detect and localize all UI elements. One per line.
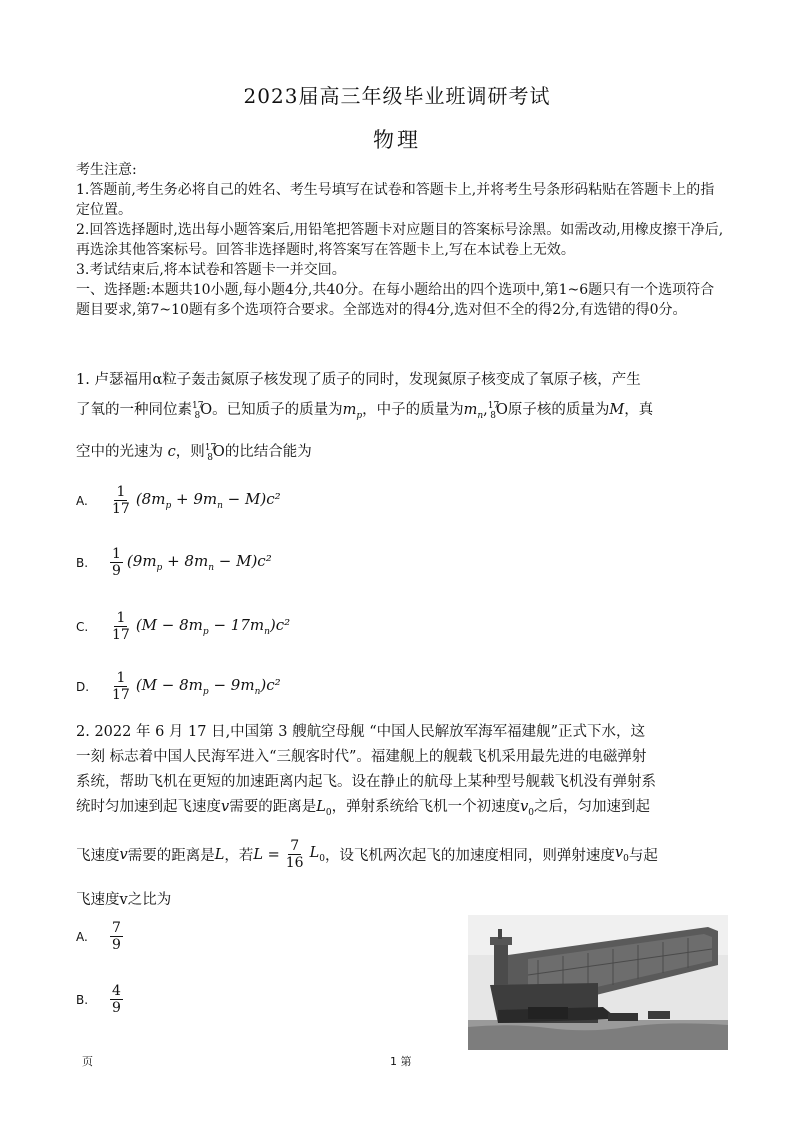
q1-text: 了氧的一种同位素 bbox=[76, 402, 192, 418]
q1-text: ，真 bbox=[624, 402, 654, 418]
light-speed-symbol: c bbox=[167, 444, 176, 460]
neutron-mass-symbol: $m_n$ bbox=[463, 402, 484, 421]
proton-mass-symbol: $m_p$ bbox=[342, 402, 363, 421]
section-instructions: 一、选择题:本题共10小题,每小题4分,共40分。在每小题给出的四个选项中,第1~6题只有一个选项符合题目要求,第7~10题有多个选项符合要求。全部选对的得4分,选对但不全的得2分,有选错的得0分。 bbox=[76, 282, 715, 318]
option-expression: $(8m_p + 9m_n - M)c^2$ bbox=[135, 490, 281, 511]
q2-line6: 飞速度v之比为 bbox=[76, 892, 172, 908]
fraction-denominator: 17 bbox=[112, 501, 130, 517]
q1-text: 。已知质子的质量为 bbox=[212, 402, 343, 418]
distance-l0-symbol: $L_0$ bbox=[309, 845, 325, 864]
note-item: 3.考试结束后,将本试卷和答题卡一并交回。 bbox=[76, 262, 346, 278]
option-label: C. bbox=[76, 619, 89, 634]
q2-option-a[interactable] bbox=[76, 920, 127, 953]
fraction-numerator: 1 bbox=[116, 484, 126, 500]
fraction-denominator: 17 bbox=[112, 687, 130, 703]
note-item: 2.回答选择题时,选出每小题答案后,用铅笔把答题卡对应题目的答案标号涂黑。如需改动,用橡皮擦干净后,再选涂其他答案标号。回答非选择题时,将答案写在答题卡上,写在本试卷上无效。 bbox=[76, 222, 724, 258]
q2-text: 需要的距离是 bbox=[127, 848, 215, 864]
subject-title: 物理 bbox=[373, 128, 421, 152]
option-label: A. bbox=[76, 929, 88, 944]
nucleus-mass-symbol: M bbox=[609, 402, 625, 418]
q2-text: ，弹射系统给飞机一个初速度 bbox=[331, 799, 521, 815]
fraction-denominator: 9 bbox=[112, 563, 121, 579]
isotope-symbol: $^{17}_8$O bbox=[204, 443, 225, 463]
q2-text: 统时匀加速到起飞速度 bbox=[76, 799, 221, 815]
q1-line2: 了氧的一种同位素$^{17}_8$O。已知质子的质量为$m_p$，中子的质量为$m_n,^{17}_8O$原子核的质量为M，真 bbox=[76, 401, 654, 421]
fraction-numerator: 1 bbox=[116, 670, 126, 686]
coefficient-fraction bbox=[110, 546, 123, 579]
q2-text: 需要的距离是 bbox=[229, 799, 317, 815]
option-expression: $(M - 8m_p - 9m_n)c^2$ bbox=[135, 676, 281, 697]
q1-text: 原子核的质量为 bbox=[507, 402, 610, 418]
distance-l-symbol: L bbox=[214, 846, 225, 863]
q1-option-a[interactable] bbox=[76, 484, 281, 517]
coefficient-fraction bbox=[110, 610, 132, 643]
exam-title: 2023届高三年级毕业班调研考试 bbox=[243, 84, 551, 108]
fraction-denominator: 9 bbox=[112, 1000, 121, 1016]
q1-option-b[interactable] bbox=[76, 546, 272, 579]
q2-line2: 一刻 标志着中国人民海军进入“三舰客时代”。福建舰上的舰载飞机采用最先进的电磁弹射 bbox=[76, 749, 647, 765]
q1-text: ，则 bbox=[175, 444, 205, 460]
q1-line3 bbox=[76, 440, 731, 463]
ratio-fraction: $\frac{7}{16}$ bbox=[285, 838, 304, 871]
coefficient-fraction bbox=[110, 484, 132, 517]
option-expression: $(9m_p + 8m_n - M)c^2$ bbox=[126, 552, 272, 573]
distance-l0-symbol: $L_0$ bbox=[316, 799, 332, 818]
isotope-symbol: $^{17}_8$O bbox=[192, 401, 213, 421]
q1-text: 空中的光速为 bbox=[76, 444, 168, 460]
option-expression: $(M - 8m_p - 17m_n)c^2$ bbox=[135, 616, 291, 637]
option-label: B. bbox=[76, 992, 89, 1007]
takeoff-speed-symbol: v bbox=[119, 846, 128, 863]
q2-text: 飞速度 bbox=[76, 848, 120, 864]
distance-relation: L = bbox=[253, 846, 280, 863]
q1-option-d[interactable] bbox=[76, 670, 281, 703]
option-label: A. bbox=[76, 493, 88, 508]
notes-heading: 考生注意: bbox=[76, 162, 137, 178]
q2-text: ，设飞机两次起飞的加速度相同，则弹射速度 bbox=[324, 848, 615, 864]
q2-line3: 系统，帮助飞机在更短的加速距离内起飞。设在静止的航母上某种型号舰载飞机没有弹射系 bbox=[76, 774, 656, 790]
q1-text: ，中子的质量为 bbox=[362, 402, 464, 418]
footer-page-label: 页 bbox=[82, 1055, 93, 1068]
isotope-symbol: $^{17}_8$O bbox=[487, 401, 508, 421]
q1-option-c[interactable] bbox=[76, 610, 290, 643]
coefficient-fraction bbox=[110, 670, 132, 703]
option-label: B. bbox=[76, 555, 89, 570]
q2-text: 之后，匀加速到起 bbox=[534, 799, 651, 815]
fraction-denominator: 9 bbox=[112, 937, 121, 953]
q2-text: 与起 bbox=[628, 848, 658, 864]
option-label: D. bbox=[76, 679, 90, 694]
note-item: 1.答题前,考生务必将自己的姓名、考生号填写在试卷和答题卡上,并将考生号条形码粘贴在答题卡上的指定位置。 bbox=[76, 182, 715, 218]
initial-speed-symbol: $v_0$ bbox=[614, 845, 629, 864]
aircraft-carrier-photo bbox=[468, 915, 728, 1050]
q2-line5 bbox=[76, 838, 731, 871]
q2-option-b[interactable] bbox=[76, 983, 127, 1016]
fraction-denominator: 17 bbox=[112, 627, 130, 643]
q2-text: ，若 bbox=[224, 848, 254, 864]
initial-speed-symbol: $v_0$ bbox=[520, 799, 535, 818]
fraction-numerator: 4 bbox=[112, 983, 121, 999]
q2-line4 bbox=[76, 795, 731, 818]
footer-page-number: 1 第 bbox=[390, 1055, 412, 1068]
fraction-numerator: 1 bbox=[116, 610, 126, 626]
fraction-numerator: 7 bbox=[112, 920, 121, 936]
q2-line1: 2. 2022 年 6 月 17 日,中国第 3 艘航空母舰 “中国人民解放军海军福建舰”正式下水，这 bbox=[76, 724, 646, 740]
takeoff-speed-symbol: v bbox=[221, 799, 230, 815]
option-fraction bbox=[110, 983, 123, 1016]
q1-line1: 1. 卢瑟福用α粒子轰击氮原子核发现了质子的同时，发现氮原子核变成了氧原子核，产生 bbox=[76, 372, 641, 388]
q1-text: 的比结合能为 bbox=[224, 444, 312, 460]
fraction-numerator: 1 bbox=[112, 546, 121, 562]
option-fraction bbox=[110, 920, 123, 953]
exam-notes bbox=[76, 160, 726, 320]
